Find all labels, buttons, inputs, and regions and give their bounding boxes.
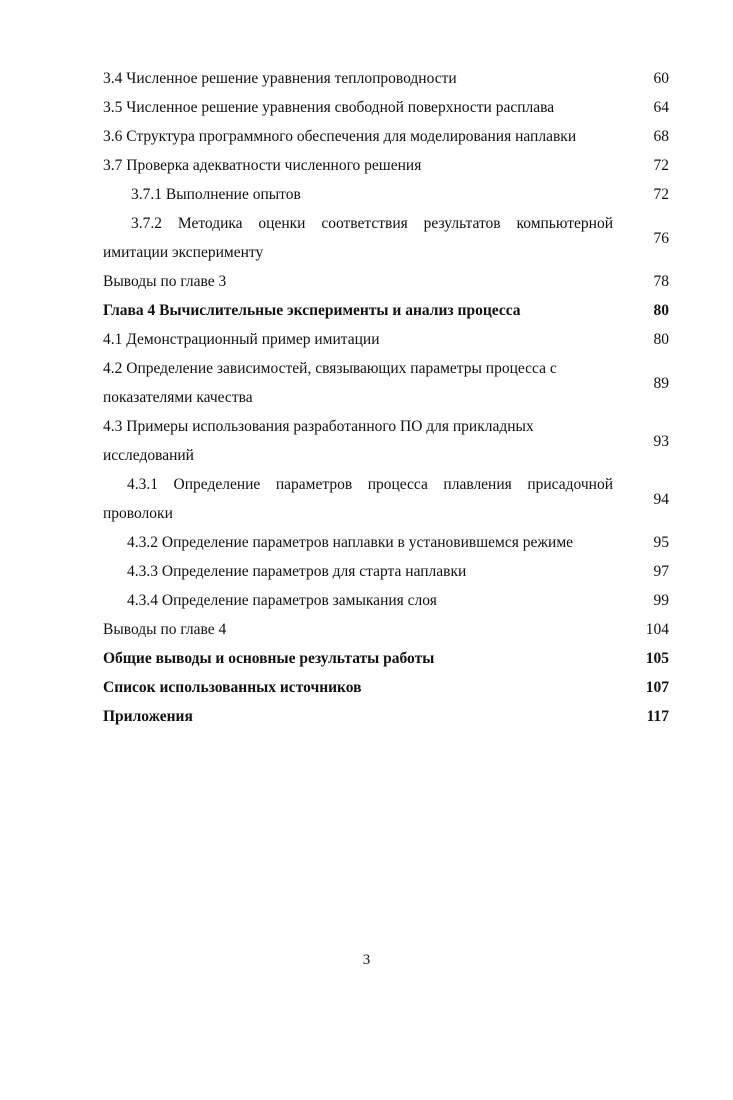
table-of-contents [103,64,669,731]
toc-entry-title: Список использованных источников [103,679,362,696]
toc-entry-title: 4.3 Примеры использования разработанного ПО для прикладных исследований [103,418,534,464]
toc-entry-title: 4.3.4 Определение параметров замыкания слоя [127,592,437,609]
toc-entry-title: 3.6 Структура программного обеспечения для моделирования наплавки [103,128,577,145]
toc-entry-title: Глава 4 Вычислительные эксперименты и анализ процесса [103,302,521,319]
toc-entry-title: Приложения [103,708,193,725]
toc-entry [103,180,669,209]
toc-entry-title: Выводы по главе 4 [103,621,227,638]
toc-chapter-heading [103,296,669,325]
toc-entry-title: 3.7.2 Методика оценки соответствия результатов компьютерной имитации эксперименту [103,215,613,261]
toc-entry-page: 89 [653,374,669,392]
toc-entry-page: 117 [646,708,669,725]
toc-entry-page: 104 [645,621,669,638]
toc-entry-page: 97 [653,563,669,580]
toc-entry [103,325,669,354]
toc-entry-page: 105 [645,650,669,667]
toc-entry-title: 4.3.3 Определение параметров для старта наплавки [127,563,467,580]
toc-entry-page: 93 [653,432,669,450]
toc-entry-page: 95 [653,534,669,551]
toc-entry-page: 107 [645,679,669,696]
toc-entry-title: 3.7.1 Выполнение опытов [131,186,301,203]
toc-entry [103,557,669,586]
toc-entry-title: 3.7 Проверка адекватности численного решения [103,157,422,174]
toc-entry [103,586,669,615]
toc-entry [103,122,669,151]
toc-entry-page: 80 [653,302,669,319]
toc-entry [103,615,669,644]
toc-entry [103,528,669,557]
toc-entry-title: 4.2 Определение зависимостей, связывающих параметры процесса с показателями качества [103,360,557,406]
toc-entry-page: 64 [653,99,669,116]
toc-entry-page: 94 [653,490,669,508]
toc-entry-page: 60 [653,70,669,87]
toc-entry [103,151,669,180]
toc-entry-page: 99 [653,592,669,609]
toc-entry-page: 78 [653,273,669,290]
toc-entry [103,209,669,267]
toc-entry [103,470,669,528]
toc-entry-title: 4.1 Демонстрационный пример имитации [103,331,380,348]
toc-entry-page: 72 [653,157,669,174]
toc-chapter-heading [103,673,669,702]
toc-entry-page: 80 [653,331,669,348]
toc-entry-title: 4.3.2 Определение параметров наплавки в установившемся режиме [127,534,574,551]
toc-entry-title: Общие выводы и основные результаты работы [103,650,435,667]
toc-entry-page: 76 [653,229,669,247]
toc-entry [103,412,669,470]
toc-entry-title: 4.3.1 Определение параметров процесса плавления присадочной проволоки [103,476,613,522]
toc-entry [103,93,669,122]
toc-entry [103,354,669,412]
toc-entry-title: 3.5 Численное решение уравнения свободной поверхности расплава [103,99,555,116]
page-number: 3 [362,952,371,968]
toc-entry-title: Выводы по главе 3 [103,273,227,290]
toc-entry [103,64,669,93]
toc-chapter-heading [103,644,669,673]
toc-entry [103,267,669,296]
toc-entry-page: 68 [653,128,669,145]
toc-entry-page: 72 [653,186,669,203]
toc-entry-title: 3.4 Численное решение уравнения теплопроводности [103,70,457,87]
toc-chapter-heading [103,702,669,731]
